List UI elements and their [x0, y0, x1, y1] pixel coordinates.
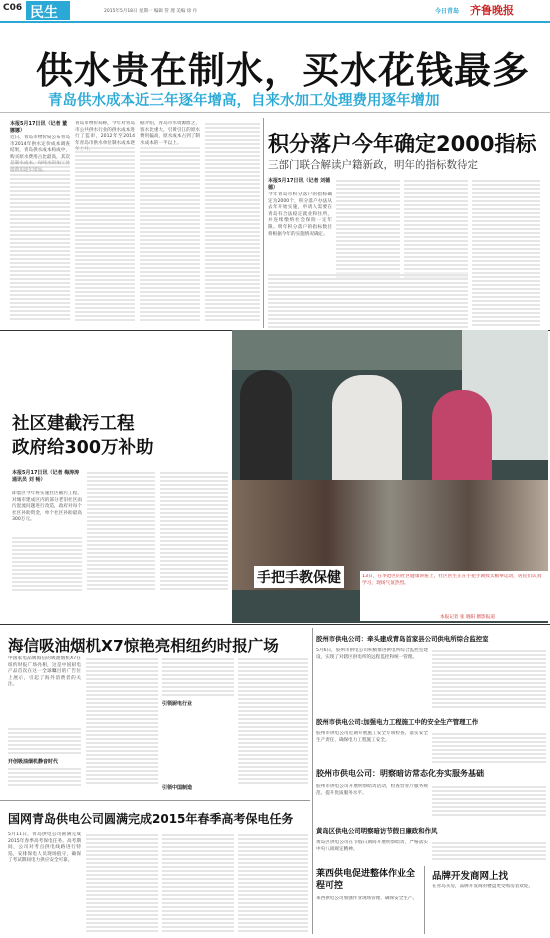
sewage-headline-1: 社区建截污工程	[12, 414, 135, 434]
photo-caption: 13日，在李沧区的社区健康讲座上，社区医生正在手把手教授太极拳运动，居民们认真学习，现场气氛热烈。	[362, 574, 542, 586]
rent-text-column-4	[472, 178, 540, 328]
lead-text-column-4	[205, 121, 260, 321]
date-line: 2015年5月18日 星期一 编辑 管 理 美编 徐 丹	[104, 9, 198, 14]
lead-divider	[0, 112, 550, 113]
right-item4-text	[432, 840, 546, 862]
sewage-text-column-3	[160, 470, 228, 590]
lead-paragraph-1: 近日，青岛市物价局公布青岛市2014年供水定价成本调查结果，青岛供水成本构成中，购买原水费用占比最高，其次是制水成本，每吨水的加工处理费用逐年增加。	[10, 135, 70, 173]
right-bottom-divider	[424, 866, 425, 934]
lead-paragraph-2: 青岛市物价局称，今年对青岛市公共供水行业的供水成本进行了监审，2012年至2014年青岛市供水单位制水成本逐年上升。	[75, 121, 135, 153]
lead-text-column-1	[10, 160, 70, 322]
sewage-paragraph: 即墨区今年将实施社区截污工程，对城市建成区内的部分老旧社区雨污混流问题进行改造，政府对每个社区补助资金，单个社区补助最高300万元。	[12, 491, 82, 523]
sewage-headline-2: 政府给300万补助	[12, 438, 154, 458]
section-rule-3	[0, 800, 310, 801]
sewage-byline: 本报5月17日讯（记者 梅涛涛 通讯员 刘 畅）	[12, 470, 80, 483]
smoke-text-column-2	[86, 656, 158, 786]
column-divider	[263, 118, 264, 328]
smoke-text-column-3	[162, 656, 234, 698]
lead-headline: 供水贵在制水，买水花钱最多	[36, 49, 530, 92]
right-item6-title: 品牌开发商网上找	[432, 871, 509, 882]
section-rule-2	[0, 624, 550, 625]
right-item2-paragraph: 胶州市供电公司近期开展施工安全专项检查，落实安全生产责任，确保电力工程施工安全。	[316, 731, 428, 743]
lead-text-column-3	[140, 145, 200, 322]
power-headline: 国网青岛供电公司圆满完成2015年春季高考保电任务	[8, 812, 294, 826]
header-rule	[0, 21, 550, 23]
smoke-headline: 海信吸油烟机X7惊艳亮相纽约时报广场	[8, 637, 279, 655]
smoke-text-column-4	[238, 656, 308, 786]
right-item1-title: 胶州市供电公司：牵头建成青岛首家县公司供电所综合监控室	[316, 635, 489, 643]
rent-subheadline: 三部门联合解读户籍新政，明年的指标数待定	[268, 159, 478, 171]
right-item3-paragraph: 胶州市供电公司开展明察暗访活动，检查营业厅服务规范，提升优质服务水平。	[316, 784, 428, 796]
power-text-column-4	[238, 832, 308, 932]
smoke-text-column-1	[8, 726, 81, 756]
section-title: 民生	[30, 5, 58, 21]
smoke-paragraph: 中国家电品牌海信的吸油烟机X7在纽约时报广场亮相，这是中国厨电产品首次在这一全球瞩目的广告位上展示，引起了海外消费者的关注。	[8, 656, 81, 688]
smoke-subhead-2: 引领厨电行业	[162, 701, 193, 707]
right-item1-paragraph: 5月6日，胶州市供电公司积极推进供电所综合监控室建设，实现了对辖区供电所的远程监控和统一管理。	[316, 648, 428, 660]
rent-text-column-1	[268, 272, 468, 328]
photo-credit: 本报记者 张 晓阳 摄影报道	[440, 615, 495, 620]
right-column-divider	[312, 628, 313, 934]
right-item5-paragraph: 莱西供电公司加强作业现场管理，确保安全生产。	[316, 896, 418, 901]
sewage-text-column-1	[12, 535, 82, 591]
rent-paragraph: 今年青岛市积分落户的指标确定为2000个，积分落户办法从去年开始实施，申请人需要在青岛有合法稳定就业和住所，并连续缴纳社会保险一定年限。明年积分落户的指标数目将根据今年的实施情况确定。	[268, 192, 332, 237]
power-paragraph: 5月11日，青岛供电公司圆满完成2015年春季高考保电任务。高考期间，公司对考点供电线路进行特巡，安排保电人员现场值守，确保了考试期间电力供应安全可靠。	[8, 832, 81, 864]
right-item6-paragraph: 在青岛买房，品牌开发商的楼盘更受购房者欢迎。	[432, 884, 534, 889]
rent-text-column-3	[404, 178, 468, 278]
rent-headline: 积分落户今年确定2000指标	[268, 132, 537, 156]
sewage-text-column-2	[87, 470, 155, 590]
paper-tag: 今日青岛	[435, 8, 460, 15]
rent-text-column-2	[336, 178, 400, 278]
lead-byline: 本报5月17日讯（记者 董 娜娜）	[10, 121, 68, 134]
right-item1-text	[432, 648, 546, 708]
smoke-subhead-1: 开创吸油烟机静音时代	[8, 759, 59, 765]
photo-person-left	[240, 370, 292, 490]
right-item2-text	[432, 731, 546, 763]
lead-subheadline: 青岛供水成本近三年逐年增高，自来水加工处理费用逐年增加	[48, 93, 440, 109]
photo-overlay-title: 手把手教保健	[254, 566, 344, 588]
smoke-text-column-1b	[8, 766, 81, 788]
right-item5-title: 莱西供电促进整体作业全程可控	[316, 869, 416, 891]
photo-wall	[232, 330, 462, 370]
smoke-subhead-3: 引领中国制造	[162, 785, 193, 791]
power-text-column-2	[86, 832, 158, 932]
right-item3-text	[432, 784, 546, 816]
right-item2-title: 胶州市供电公司:加强电力工程施工中的安全生产管理工作	[316, 718, 479, 726]
page-number: C06	[3, 3, 23, 13]
right-item4-paragraph: 黄岛区供电公司在节假日期间开展明察暗访，严格落实中央八项规定精神。	[316, 840, 428, 852]
power-text-column-3	[162, 832, 234, 932]
right-item3-title: 胶州市供电公司：明察暗访常态化夯实服务基础	[316, 769, 484, 778]
right-item4-title: 黄岛区供电公司明察暗访节假日廉政和作风	[316, 827, 438, 835]
paper-logo: 齐鲁晚报	[470, 4, 514, 17]
rent-byline: 本报5月17日讯（记者 刘德德）	[268, 178, 331, 191]
lead-text-column-2	[75, 145, 135, 322]
lead-paragraph-3: 据介绍，青岛市水资源匮乏，客水比重大，引黄引江的原水费用偏高，原水成本占到了制水成本的一半以上。	[140, 121, 200, 146]
